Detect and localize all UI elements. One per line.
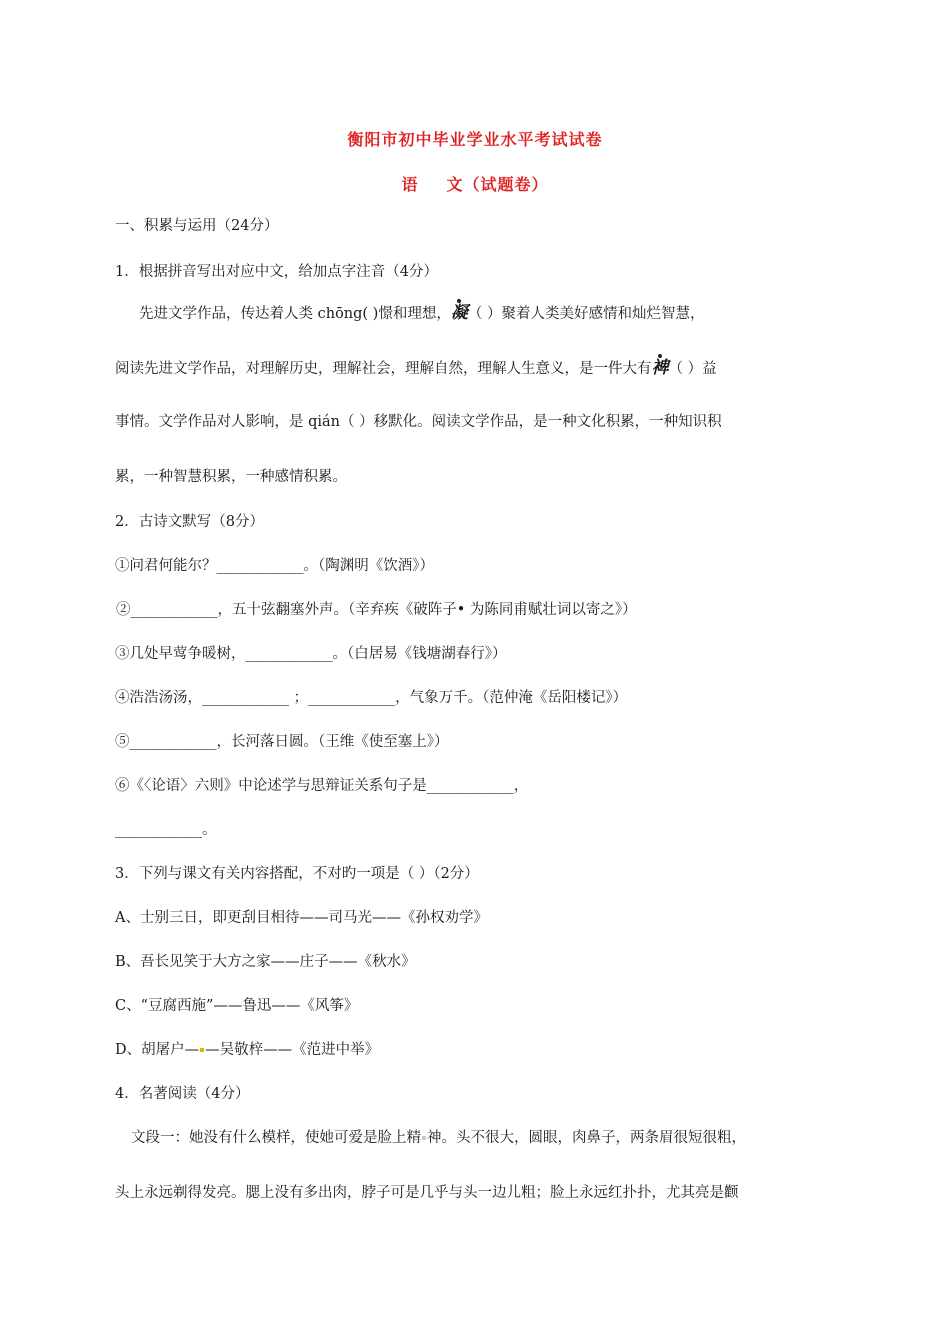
q2-item-6: ⑥《〈论语〉六则》中论述学与思辩证关系句子是____________， xyxy=(115,778,529,794)
q3-heading: 3．下列与课文有关内容搭配，不对旳一项是（ ）（2分） xyxy=(115,866,479,882)
q1-paragraph-line-2 xyxy=(115,358,845,379)
subtitle-part-b: 文（试题卷） xyxy=(446,175,549,194)
q3-option-c: C、“豆腐西施”——鲁迅——《风筝》 xyxy=(115,998,359,1014)
q3-option-a: A、士别三日，即更刮目相待——司马光——《孙权劝学》 xyxy=(115,910,488,926)
q1-text: （ ）聚着人类美好感情和灿烂智慧， xyxy=(467,306,705,322)
q1-text: 阅读先进文学作品，对理解历史，理解社会，理解自然，理解人生意义，是一件大有 xyxy=(115,361,652,377)
q1-paragraph-line-4: 累，一种智慧积累，一种感情积累。 xyxy=(115,469,347,485)
subtitle-part-a: 语 xyxy=(401,175,419,194)
q3-option-b: B、吾长见笑于大方之家——庄子——《秋水》 xyxy=(115,954,416,970)
q3-option-d-text: —吴敬梓——《范进中举》 xyxy=(205,1042,380,1058)
q2-item-6-continued: ____________。 xyxy=(115,822,217,838)
dotted-char: 凝 xyxy=(450,303,468,323)
highlight-mark xyxy=(422,1136,426,1140)
q1-heading: 1．根据拼音写出对应中文，给加点字注音（4分） xyxy=(115,264,438,280)
q1-paragraph-line-1 xyxy=(139,303,869,324)
exam-title: 衡阳市初中毕业学业水平考试试卷 xyxy=(347,130,603,149)
q4-passage-line-1 xyxy=(131,1128,861,1148)
q4-text: 神。头不很大，圆眼，肉鼻子，两条眉很短很粗， xyxy=(427,1130,746,1146)
q3-option-d xyxy=(115,1040,845,1060)
q2-item-2: ②____________，五十弦翻塞外声。（辛弃疾《破阵子• 为陈同甫赋壮词以寄之》） xyxy=(116,602,637,618)
q2-item-5: ⑤____________，长河落日圆。（王维《使至塞上》） xyxy=(115,734,449,750)
q3-option-d-text: D、胡屠户— xyxy=(115,1042,200,1058)
q4-passage-line-2: 头上永远剃得发亮。腮上没有多出肉，脖子可是几乎与头一边儿粗；脸上永远红扑扑，尤其亮是颧 xyxy=(115,1185,739,1201)
exam-subtitle xyxy=(0,172,950,195)
q1-text: （ ）益 xyxy=(668,361,717,377)
q2-item-4: ④浩浩汤汤，____________ ；____________，气象万千。（范仲淹《岳阳楼记》） xyxy=(115,690,628,706)
section-heading: 一、积累与运用（24分） xyxy=(115,218,279,234)
q4-text: 文段一：她没有什么模样，使她可爱是脸上精 xyxy=(131,1130,421,1146)
highlight-mark xyxy=(200,1048,204,1052)
q1-paragraph-line-3: 事情。文学作品对人影响，是 qián（ ）移默化。阅读文学作品，是一种文化积累，一种知识积 xyxy=(115,414,722,430)
q4-heading: 4．名著阅读（4分） xyxy=(115,1086,250,1102)
q2-item-1: ①问君何能尔？____________。（陶渊明《饮酒》） xyxy=(115,558,434,574)
dotted-char: 裨 xyxy=(651,358,669,378)
q1-text: 先进文学作品，传达着人类 chōng( )憬和理想， xyxy=(139,306,451,322)
q2-heading: 2．古诗文默写（8分） xyxy=(115,514,264,530)
q2-item-3: ③几处早莺争暖树，____________。（白居易《钱塘湖春行》） xyxy=(115,646,507,662)
